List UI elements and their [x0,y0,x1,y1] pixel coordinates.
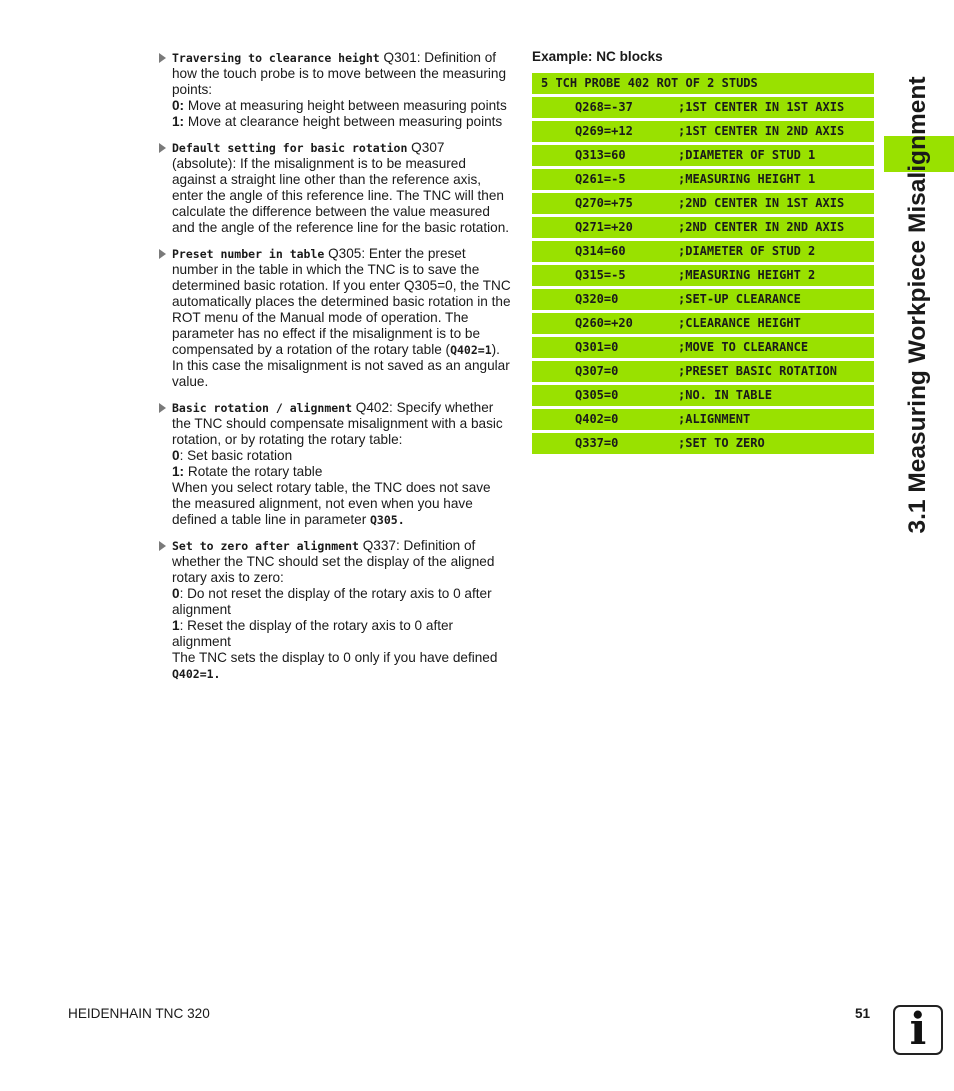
nc-block-row [532,193,874,214]
triangle-bullet-icon [159,249,166,259]
param-intro: Q337: Definition of whether the TNC should set the display of the aligned rotary axis to zero: [172,538,495,585]
nc-example [532,49,874,457]
param-note [172,480,511,528]
nc-block-row [532,433,874,454]
param-q307 [159,140,511,236]
chapter-title-text: 3.1 Measuring Workpiece Misalignment [904,76,931,534]
nc-comment: ;2ND CENTER IN 2ND AXIS [678,220,845,234]
note-text: When you select rotary table, the TNC does not save the measured alignment, not even when you have defined a table line in parameter [172,480,491,527]
param-q305 [159,246,511,390]
nc-block-row [532,265,874,286]
nc-block-list [532,97,874,454]
option-text: Move at clearance height between measuring points [184,114,503,129]
param-option [172,618,511,650]
triangle-bullet-icon [159,53,166,63]
param-name: Basic rotation / alignment [172,401,353,415]
param-note [172,650,511,682]
nc-block-header: 5 TCH PROBE 402 ROT OF 2 STUDS [532,73,874,94]
nc-block-row [532,241,874,262]
nc-param: Q315=-5 [575,268,626,282]
nc-block-row [532,169,874,190]
example-title: Example: NC blocks [532,49,663,64]
param-name: Traversing to clearance height [172,51,380,65]
nc-comment: ;DIAMETER OF STUD 2 [678,244,816,258]
triangle-bullet-icon [159,143,166,153]
nc-param: Q314=60 [575,244,626,258]
nc-param: Q269=+12 [575,124,633,138]
param-q337 [159,538,511,682]
param-q402 [159,400,511,528]
nc-block-row [532,145,874,166]
nc-param: Q307=0 [575,364,619,378]
param-option [172,448,511,464]
nc-comment: ;1ST CENTER IN 2ND AXIS [678,124,845,138]
note-code: Q305. [370,513,405,527]
option-text: : Set basic rotation [179,448,293,463]
param-option [172,114,511,130]
nc-block-row [532,361,874,382]
nc-comment: ;ALIGNMENT [678,412,751,426]
nc-comment: ;PRESET BASIC ROTATION [678,364,837,378]
param-intro-tail: ). In this case the misalignment is not saved as an angular value. [172,342,510,389]
option-text: : Do not reset the display of the rotary axis to 0 after alignment [172,586,492,617]
param-name: Set to zero after alignment [172,539,359,553]
nc-block-row [532,385,874,406]
option-key: 1: [172,114,185,129]
nc-block-row [532,289,874,310]
nc-comment: ;MEASURING HEIGHT 1 [678,172,816,186]
parameter-list [159,50,511,692]
nc-comment: ;SET TO ZERO [678,436,765,450]
nc-param: Q320=0 [575,292,619,306]
page-number: 51 [855,1006,871,1021]
nc-block-row [532,97,874,118]
param-intro: Q301: Definition of how the touch probe is to move between the measuring points: [172,50,507,97]
nc-comment: ;SET-UP CLEARANCE [678,292,801,306]
param-intro: Q305: Enter the preset number in the table in which the TNC is to save the determined basic rotation. If you enter Q305=0, the TNC automatically places the determined basic rotation in the ROT menu of the Manual mode of operation. The parameter has no effect if the misalignment is to be compensated by a rotation of the rotary table ( [172,246,511,357]
option-key: 0: [172,98,185,113]
param-name: Preset number in table [172,247,325,261]
nc-comment: ;CLEARANCE HEIGHT [678,316,801,330]
info-icon: i [893,1005,943,1055]
nc-comment: ;NO. IN TABLE [678,388,772,402]
manual-name: HEIDENHAIN TNC 320 [68,1006,210,1021]
param-option [172,464,511,480]
param-code: Q402=1 [450,343,492,357]
nc-block-row [532,313,874,334]
nc-block-row [532,217,874,238]
option-text: Move at measuring height between measuring points [184,98,507,113]
nc-comment: ;DIAMETER OF STUD 1 [678,148,816,162]
option-text: Rotate the rotary table [184,464,323,479]
nc-param: Q260=+20 [575,316,633,330]
option-key: 0 [172,448,180,463]
nc-comment: ;MEASURING HEIGHT 2 [678,268,816,282]
nc-param: Q301=0 [575,340,619,354]
triangle-bullet-icon [159,541,166,551]
param-option [172,98,511,114]
option-text: : Reset the display of the rotary axis to 0 after alignment [172,618,454,649]
param-name: Default setting for basic rotation [172,141,408,155]
nc-param: Q268=-37 [575,100,633,114]
nc-block-row [532,121,874,142]
param-intro: Q402: Specify whether the TNC should compensate misalignment with a basic rotation, or by rotating the rotary table: [172,400,503,447]
nc-param: Q270=+75 [575,196,633,210]
param-q301 [159,50,511,130]
nc-param: Q337=0 [575,436,619,450]
nc-param: Q261=-5 [575,172,626,186]
nc-param: Q305=0 [575,388,619,402]
triangle-bullet-icon [159,403,166,413]
note-code: Q402=1. [172,667,221,681]
option-key: 1 [172,618,180,633]
note-text: The TNC sets the display to 0 only if you have defined [172,650,498,665]
param-intro: Q307 (absolute): If the misalignment is to be measured against a straight line other than the reference axis, enter the angle of this reference line. The TNC will then calculate the difference between the value measured and the angle of the reference line for the basic rotation. [172,140,510,235]
nc-block-row [532,409,874,430]
nc-param: Q271=+20 [575,220,633,234]
nc-param: Q313=60 [575,148,626,162]
param-option [172,586,511,618]
nc-block-row [532,337,874,358]
nc-comment: ;MOVE TO CLEARANCE [678,340,809,354]
nc-param: Q402=0 [575,412,619,426]
nc-comment: ;2ND CENTER IN 1ST AXIS [678,196,845,210]
option-key: 0 [172,586,180,601]
nc-comment: ;1ST CENTER IN 1ST AXIS [678,100,845,114]
option-key: 1: [172,464,185,479]
